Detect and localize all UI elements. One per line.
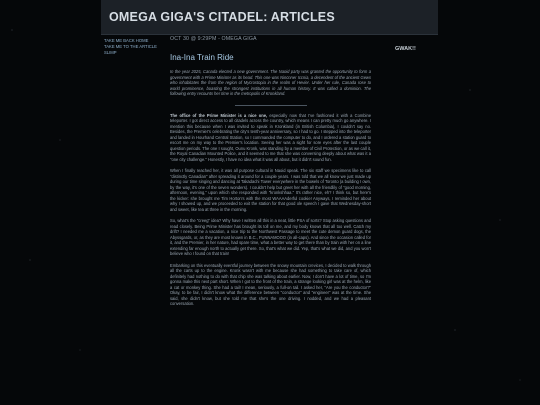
post-paragraph: Embarking on this eventually eventful journey between the snowy mountain crevices, I decided to walk through all the carts up to the engine. Kronk wasn't with me because she had something to take care of, which definitely had nothing to do with that chip she was talking about earlier. Now, I don't have a lot of time, so I'm gonna make this next part short. When I got to the front of the train, a strange looking girl was at the helm, like a cat or monkey thing. She had a tail! I mean, seriously, a full-on tail. I asked her, "Are you the conductor?" Okay, to be fair, I didn't know what the difference between "conductor" and "engineer" was at the time. She said, she didn't know, but she told me that she's the one driving. I nodded, and we had a pleasant conversation. <box>170 262 371 306</box>
sidebar <box>104 38 164 56</box>
post-paragraph: When I finally reached her, it was all purpose cultural in Naoid speak. The six staff we specimens like to call "distinctly Canadian" after spreading it around for a couple years. I was told that we all know we just made up during our time singing and dancing at Takadachi Tower everywhere in the bowels of Toronto (a building I own, by the way, it's one of the seven wonders). I couldn't help but greet her with all the friendlily of "good morning, afternoon, evening," upon which she responded with "kronkshhaa." It's rather nice, eh? I think so, but here's the kicker: she brought me Tim Horton's with the most WAAAAderful cookie! Anyways, I reminded her about why I showed up, and we proceeded to exit the station for that good ole speech I gave that Wednesday-short and sweet, like tea at three in the morning. <box>170 168 371 212</box>
post-date-header: OCT 30 @ 9:29PM - OMEGA GIGA <box>170 36 257 42</box>
post-paragraph: So, what's the "creeg" idea? Why have I written all this in a neat, little PSA of sorts? Stop asking questions and read closely. Being Prime Minister has brought its toll on me, and my body knows that all too well. Catch my drift? I needed me a vacation, a nice trip to the Northwest Passage to meet the cute demon guard dogs, the Abyssgards, or, as they are most known in B.C., FUNNAMOOO (in all-caps). And since the occasion called for it, and the Premier, in her nature, had spare time, what a better way to get there than by train with her on a line extending far enough north to actually get there. So, that's what we did. Yep, that's what we did, and you won't believe who I found on that train! <box>170 218 371 256</box>
paragraph-text: especially now that I've fashioned it with a Combine teleporter. I got direct access to all citadels across the country, which means I can pretty much go anywhere. I mention this because when I was invited to speak in Kronkland (in British Columbia), I couldn't say no. Besides, the Premier's celebrating the city's tenth-year anniversary, so I had to go. I stepped into the teleporter and landed in Hourhand Central Station, so I commanded the computer to do, and I ordered a station guard to escort me on my way to the Premier's location. Seeing her was a sight for sore eyes after the last couple question periods. The one I sought, Ounu Kronk, was standing by a member of Civil Protection, or as we call it, the Royal Canadian Mounted Police, and it seemed to me that she was conversing deeply about what was it a "one city challenge." Honestly, I have no idea what it was all about, but it didn't sound fun. <box>170 112 371 162</box>
right-sidebar <box>395 37 416 55</box>
blog-title[interactable]: OMEGA GIGA'S CITADEL: ARTICLES <box>109 10 335 24</box>
lead-bold-text: The office of the Prime Minister is a nice one, <box>170 112 268 118</box>
home-link[interactable]: TAKE ME BACK HOME <box>104 38 149 43</box>
post-intro: In the year 2025, Canada elected a new government. The Naoid party was granted the opportunity to form a government with a Prime Minister as its head. This one was Nincnner Iccnia, a decendent of the ancient Gews who inhabitates the from the region of Mycrostopia in the realm of Hevier. Under her rule, Canada rose to world prominence, boasting the strongest institutions in all human history. It was called a dominion. The following entry recounts her time in the metropolis of Kronkland. <box>170 69 371 96</box>
blog-header <box>101 0 438 35</box>
section-divider <box>235 105 307 106</box>
post-title[interactable]: Ina-Ina Train Ride <box>170 53 234 62</box>
gwak-label: GWAK!! <box>395 46 416 52</box>
article-slimp-link[interactable]: TAKE ME TO THE ARTICLE SLIMP <box>104 44 157 55</box>
post <box>170 36 371 313</box>
post-paragraph <box>170 113 371 163</box>
